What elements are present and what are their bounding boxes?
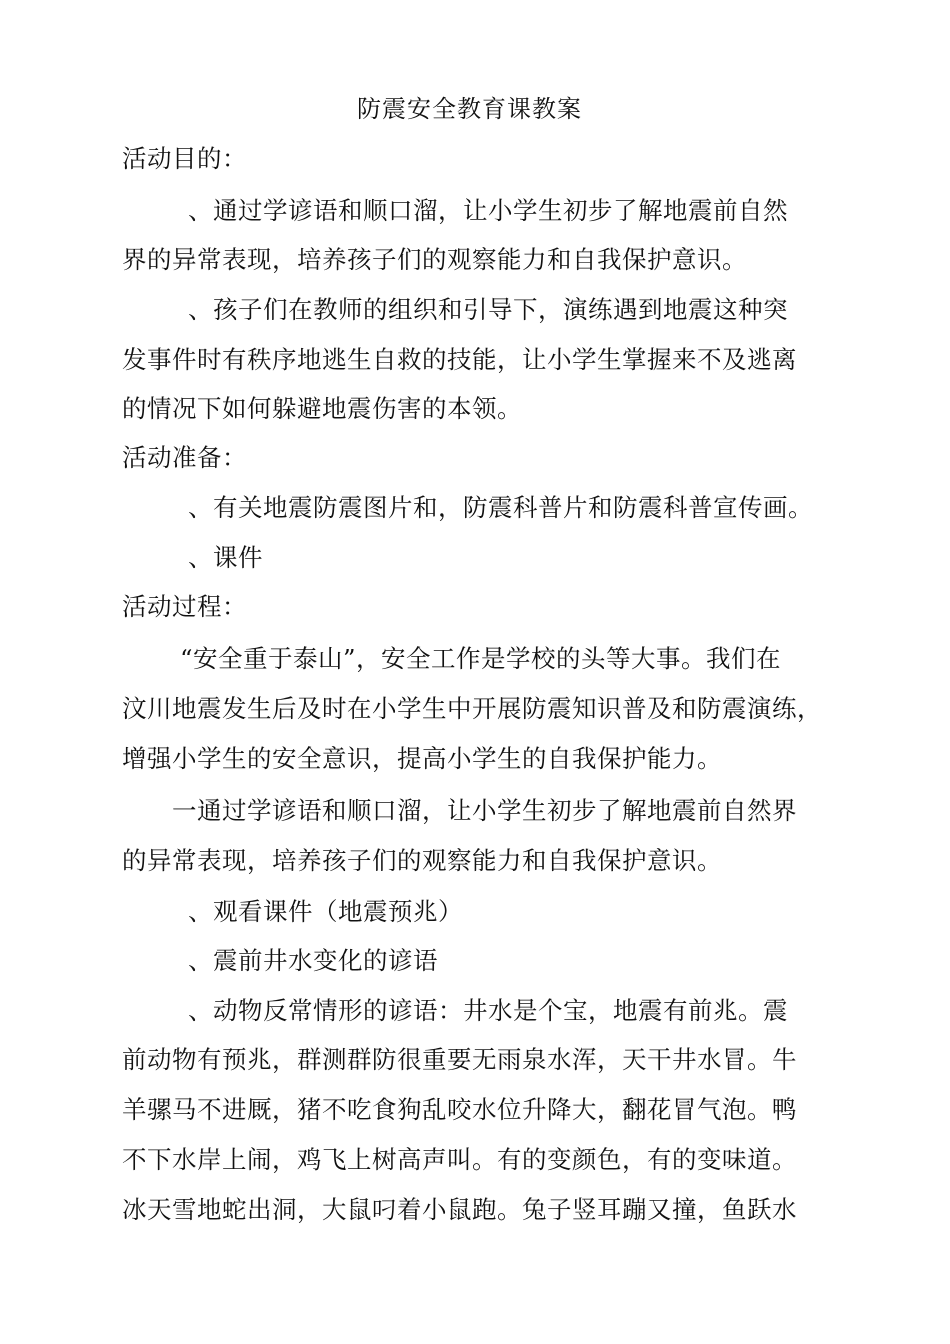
paragraph-line: 增强小学生的安全意识，提高小学生的自我保护能力。 [122,744,722,773]
paragraph-line: 冰天雪地蛇出洞，大鼠叼着小鼠跑。兔子竖耳蹦又撞，鱼跃水 [122,1195,797,1224]
paragraph-line: 、震前井水变化的谚语 [188,946,438,975]
paragraph-line: 的异常表现，培养孩子们的观察能力和自我保护意识。 [122,846,722,875]
paragraph-line: 、动物反常情形的谚语：井水是个宝，地震有前兆。震 [188,996,788,1025]
paragraph-line: 羊骡马不进厩，猪不吃食狗乱咬水位升降大，翻花冒气泡。鸭 [122,1095,797,1124]
document-title: 防震安全教育课教案 [357,95,582,123]
paragraph-line: 汶川地震发生后及时在小学生中开展防震知识普及和防震演练， [122,694,822,723]
paragraph-line: 界的异常表现，培养孩子们的观察能力和自我保护意识。 [122,245,747,274]
paragraph-line: 、孩子们在教师的组织和引导下，演练遇到地震这种突 [188,295,788,324]
paragraph-line: 不下水岸上闹，鸡飞上树高声叫。有的变颜色，有的变味道。 [122,1145,797,1174]
section-heading-goals: 活动目的： [122,144,247,173]
paragraph-line: 的情况下如何躲避地震伤害的本领。 [122,394,522,423]
section-heading-process: 活动过程： [122,592,247,621]
paragraph-line: 、有关地震防震图片和，防震科普片和防震科普宣传画。 [188,493,813,522]
paragraph-line: 、观看课件（地震预兆） [188,897,463,926]
paragraph-line: 、课件 [188,543,263,572]
section-heading-preparation: 活动准备： [122,443,247,472]
paragraph-line: 发事件时有秩序地逃生自救的技能，让小学生掌握来不及逃离 [122,345,797,374]
paragraph-line: 一通过学谚语和顺口溜，让小学生初步了解地震前自然界 [172,796,797,825]
paragraph-line: 前动物有预兆，群测群防很重要无雨泉水浑，天干井水冒。牛 [122,1045,797,1074]
paragraph-line: “安全重于泰山”，安全工作是学校的头等大事。我们在 [180,644,782,673]
paragraph-line: 、通过学谚语和顺口溜，让小学生初步了解地震前自然 [188,196,788,225]
